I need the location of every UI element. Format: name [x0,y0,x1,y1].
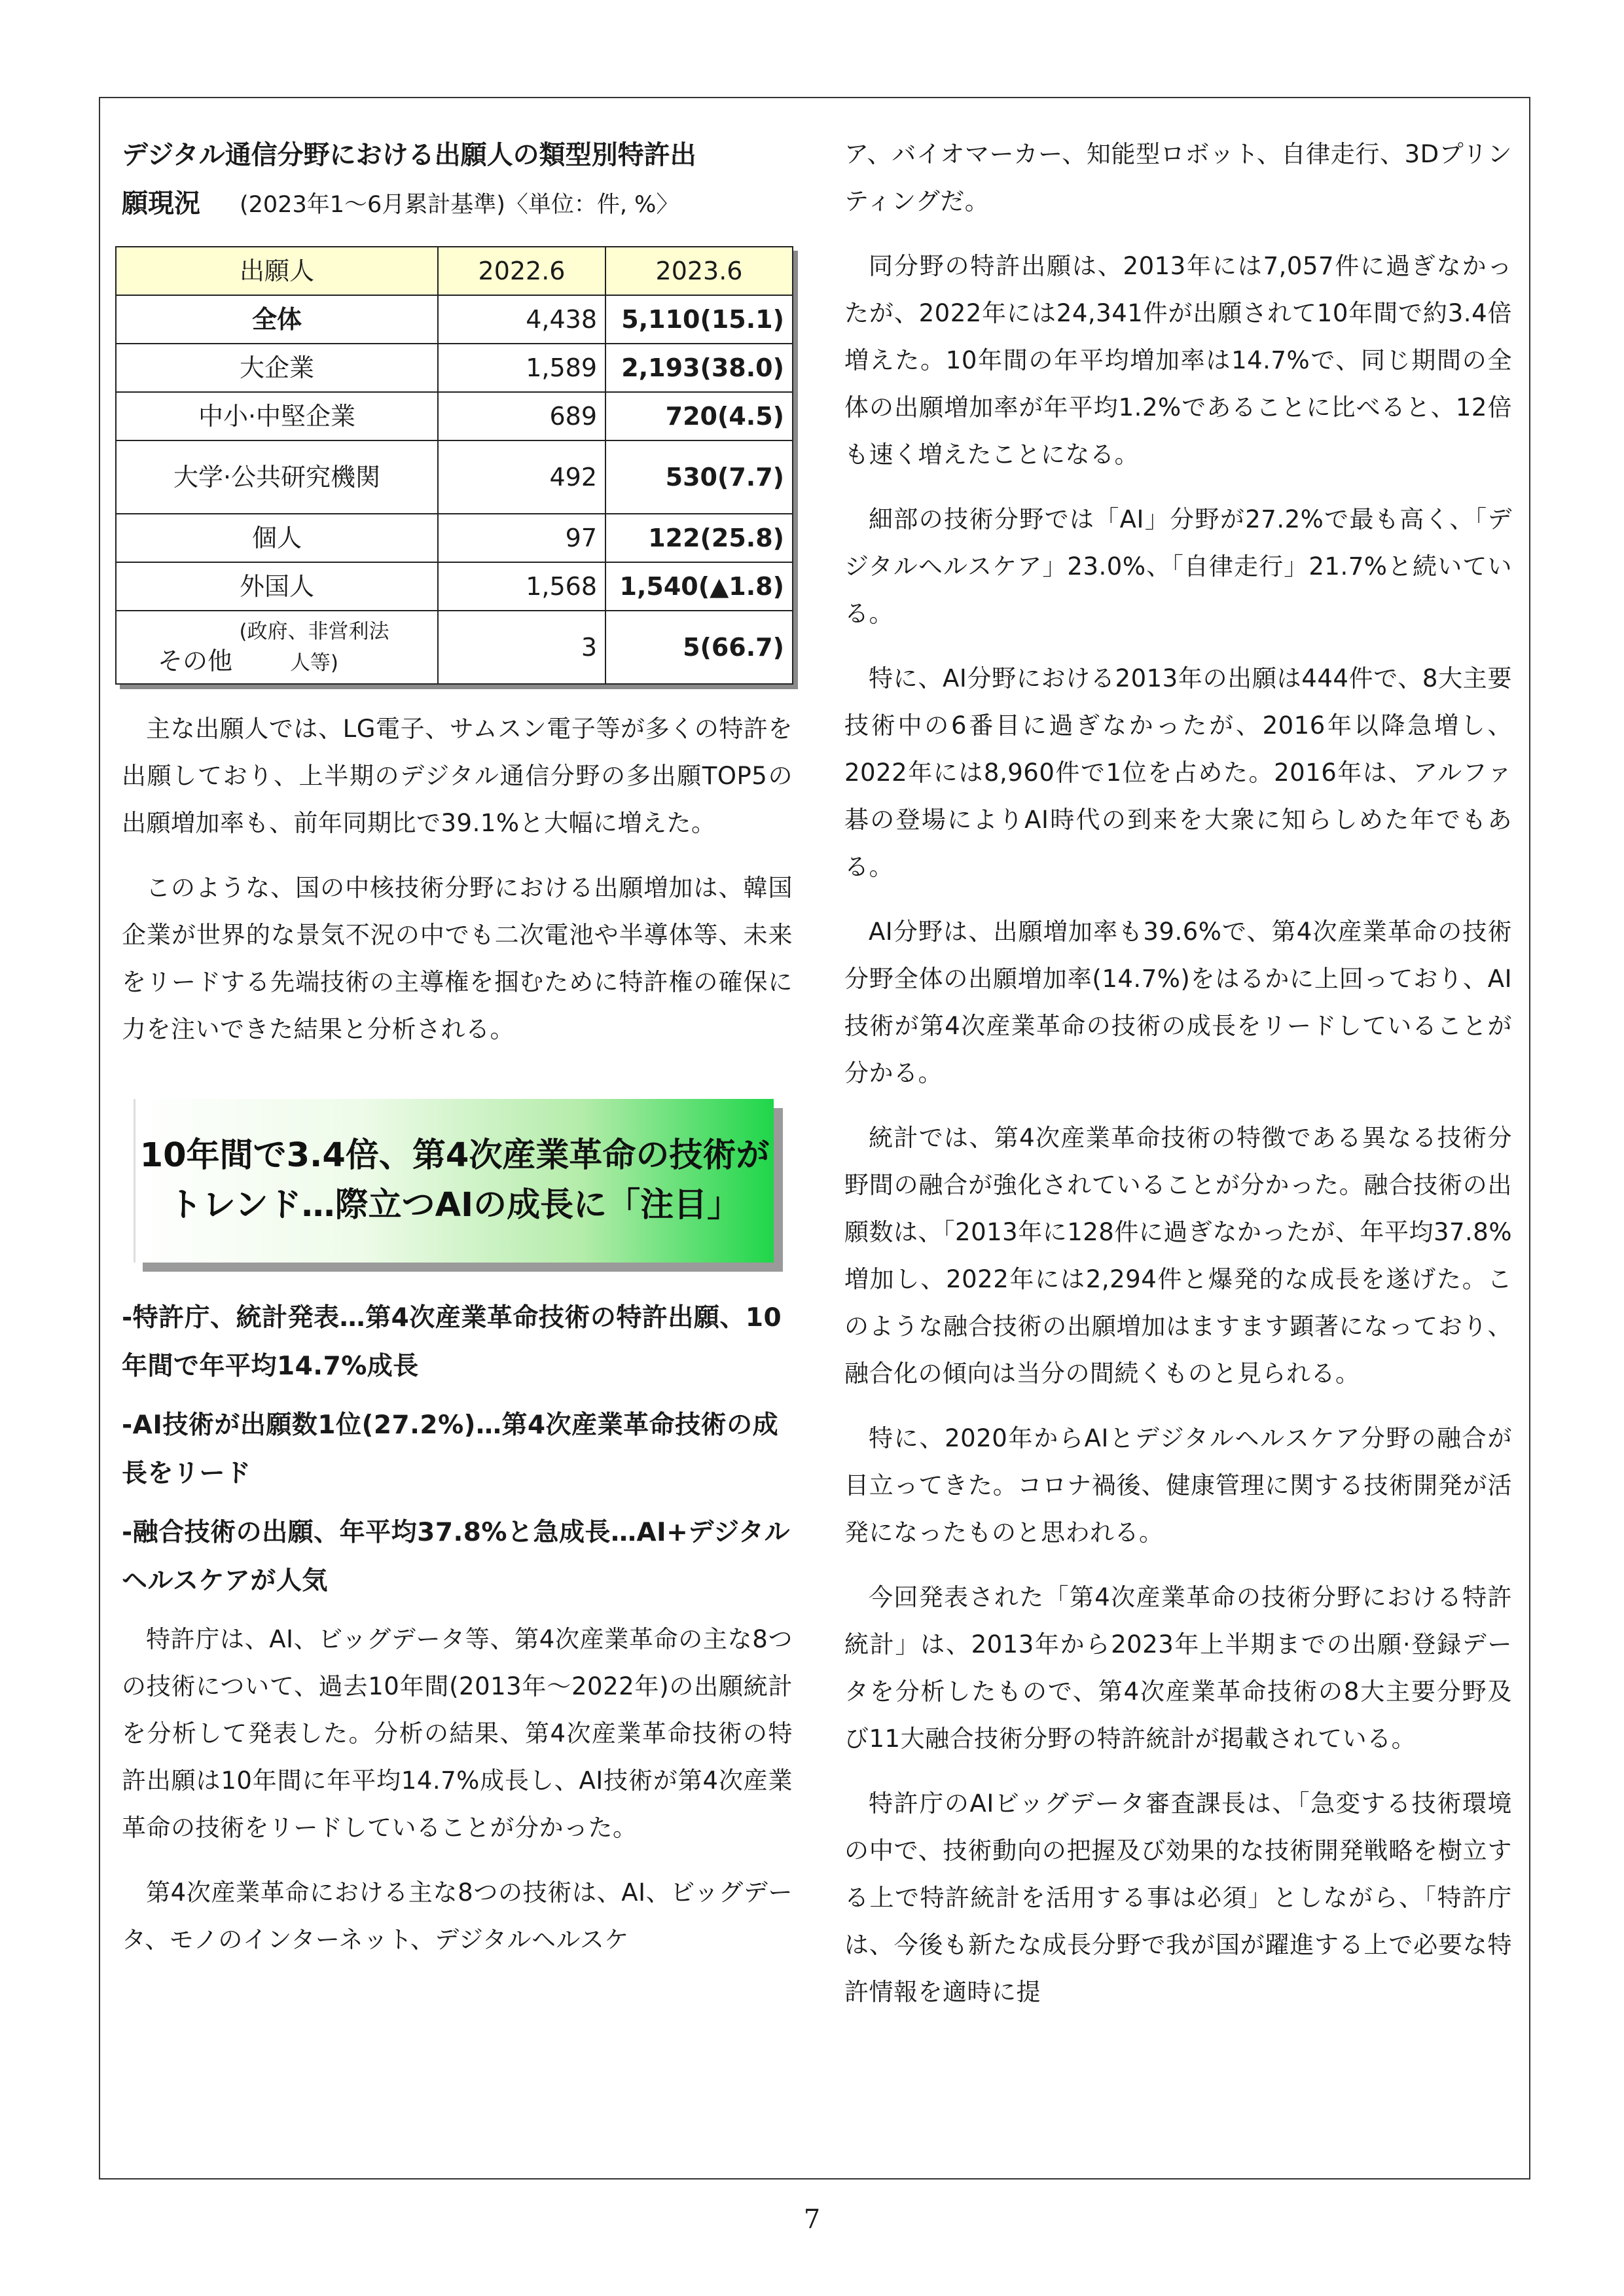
row-label: 全体 [116,295,438,344]
table-header-cell: 2022.6 [438,247,605,295]
table-header-cell: 2023.6 [605,247,793,295]
applicant-table [115,246,793,685]
page-number: 7 [803,2204,821,2234]
paragraph-continuation: ア、バイオマーカー、知能型ロボット、自律走行、3Dプリンティングだ。 [844,140,1512,215]
value-2022: 1,589 [438,344,605,392]
value-2022: 4,438 [438,295,605,344]
headline-line: トレンド…際立つAIの成長に「注目」 [168,1186,741,1225]
value-2023: 1,540(▲1.8) [605,562,793,611]
row-label-note: (政府、非営利法人等) [239,620,389,675]
table-header-row [116,247,793,295]
paragraph: AI分野は、出願増加率も39.6%で、第4次産業革命の技術分野全体の出願増加率(14.7%)をはるかに上回っており、AI技術が第4次産業革命の技術の成長をリードしていることが分かる。 [844,918,1512,1087]
value-2023: 5,110(15.1) [605,295,793,344]
subheading: -AI技術が出願数1位(27.2%)…第4次産業革命技術の成長をリード [122,1410,779,1488]
subheading: -融合技術の出願、年平均37.8%と急成長…AI+デジタルヘルスケアが人気 [122,1518,791,1596]
value-2022: 689 [438,392,605,440]
row-label: 外国人 [116,562,438,611]
paragraph: 特許庁のAIビッグデータ審査課長は、「急変する技術環境の中で、技術動向の把握及び効果的な技術開発戦略を樹立する上で特許統計を活用する事は必須」としながら、「特許庁は、今後も新たな成長分野で我が国が躍進する上で必要な特許情報を適時に提 [844,1789,1512,2006]
row-label: 大企業 [116,344,438,392]
value-2022: 3 [438,611,605,684]
headline-banner [134,1099,774,1263]
paragraph: 統計では、第4次産業革命技術の特徴である異なる技術分野間の融合が強化されていることが分かった。融合技術の出願数は、「2013年に128件に過ぎなかったが、年平均37.8%増加し、2022年には2,294件と爆発的な成長を遂げた。このような融合技術の出願増加はますます顕著になっており、融合化の傾向は当分の間続くものと見られる。 [844,1124,1512,1388]
value-2022: 1,568 [438,562,605,611]
right-column [844,131,1512,2034]
paragraph: 特に、2020年からAIとデジタルヘルスケア分野の融合が目立ってきた。コロナ禍後、健康管理に関する技術開発が活発になったものと思われる。 [844,1424,1512,1547]
table-unit-note: (2023年1～6月累計基準)〈単位：件, %〉 [240,192,679,218]
row-label: 大学·公共研究機関 [116,440,438,514]
paragraph: 細部の技術分野では「AI」分野が27.2%で最も高く、「デジタルヘルスケア」23.0%、「自律走行」21.7%と続いている。 [844,505,1512,628]
table-row [116,440,793,514]
value-2023: 2,193(38.0) [605,344,793,392]
table-row [116,295,793,344]
table-title-2: 願現況 (2023年1～6月累計基準)〈単位：件, %〉 [122,188,679,219]
paragraph: 今回発表された「第4次産業革命の技術分野における特許統計」は、2013年から2023年上半期までの出願·登録データを分析したもので、第4次産業革命技術の8大主要分野及び11大融合技術分野の特許統計が掲載されている。 [844,1583,1512,1753]
paragraph: 特に、AI分野における2013年の出願は444件で、8大主要技術中の6番目に過ぎなかったが、2016年以降急増し、2022年には8,960件で1位を占めた。2016年は、アルファ碁の登場によりAI時代の到来を大衆に知らしめた年でもある。 [844,664,1512,881]
value-2023: 122(25.8) [605,514,793,562]
table-header-cell: 出願人 [116,247,438,295]
value-2023: 5(66.7) [605,611,793,684]
paragraph: 特許庁は、AI、ビッグデータ等、第4次産業革命の主な8つの技術について、過去10年間(2013年～2022年)の出願統計を分析して発表した。分析の結果、第4次産業革命技術の特許出願は10年間に年平均14.7%成長し、AI技術が第4次産業革命の技術をリードしていることが分かった。 [122,1625,793,1842]
paragraph: 主な出願人では、LG電子、サムスン電子等が多くの特許を出願しており、上半期のデジタル通信分野の多出願TOP5の出願増加率も、前年同期比で39.1%と大幅に増えた。 [122,715,793,837]
paragraph: 第4次産業革命における主な8つの技術は、AI、ビッグデータ、モノのインターネット、デジタルヘルスケ [122,1878,793,1954]
subheading: -特許庁、統計発表…第4次産業革命技術の特許出願、10年間で年平均14.7%成長 [122,1303,782,1381]
left-column [122,131,793,1981]
value-2023: 530(7.7) [605,440,793,514]
value-2023: 720(4.5) [605,392,793,440]
paragraph: このような、国の中核技術分野における出願増加は、韓国企業が世界的な景気不況の中でも二次電池や半導体等、未来をリードする先端技術の主導権を掴むために特許権の確保に力を注いできた結果と分析される。 [122,874,793,1043]
row-label: 個人 [116,514,438,562]
table-row [116,392,793,440]
row-label-text: その他 [157,647,232,675]
row-label [116,611,438,684]
table-row [116,344,793,392]
headline-line: 10年間で3.4倍、第4次産業革命の技術が [139,1136,770,1175]
row-label: 中小·中堅企業 [116,392,438,440]
table-row [116,514,793,562]
value-2022: 492 [438,440,605,514]
table-title: デジタル通信分野における出願人の類型別特許出 [122,140,696,170]
table-row [116,562,793,611]
value-2022: 97 [438,514,605,562]
table-row [116,611,793,684]
paragraph: 同分野の特許出願は、2013年には7,057件に過ぎなかったが、2022年には24,341件が出願されて10年間で約3.4倍増えた。10年間の年平均増加率は14.7%で、同じ期間の全体の出願増加率が年平均1.2%であることに比べると、12倍も速く増えたことになる。 [844,252,1512,469]
